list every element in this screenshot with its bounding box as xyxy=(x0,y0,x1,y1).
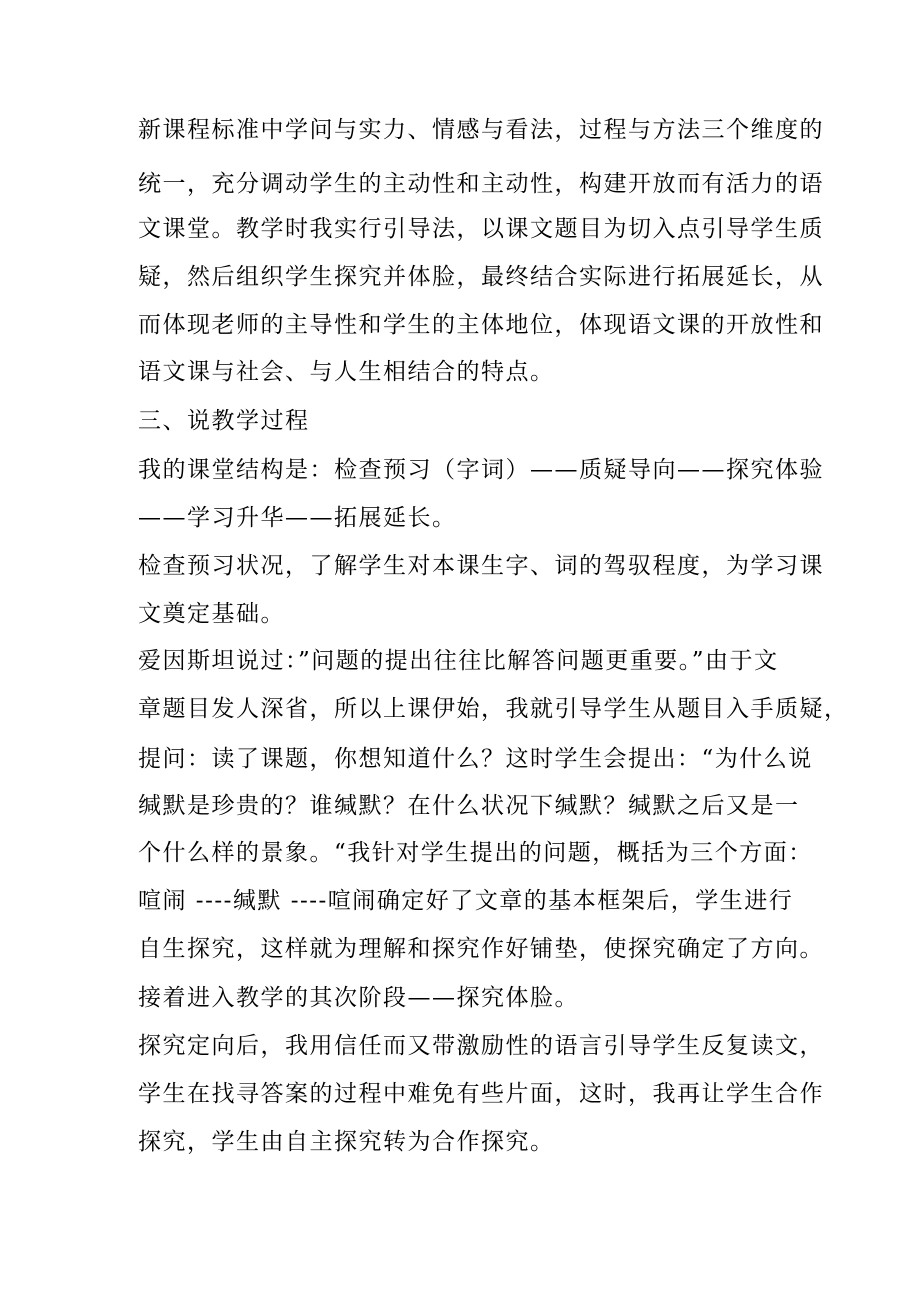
text-line: 学生在找寻答案的过程中难免有些片面，这时，我再让学生合作 xyxy=(138,1081,824,1107)
text-line: 文课堂。教学时我实行引导法，以课文题目为切入点引导学生质 xyxy=(138,216,824,242)
text-line: 文奠定基础。 xyxy=(138,601,285,627)
text-line: 喧闹 ----缄默 ----喧闹确定好了文章的基本框架后，学生进行 xyxy=(138,888,794,914)
text-line: 统一，充分调动学生的主动性和主动性，构建开放而有活力的语 xyxy=(138,171,824,197)
text-line: 探究，学生由自主探究转为合作探究。 xyxy=(138,1129,555,1155)
text-line: 而体现老师的主导性和学生的主体地位，体现语文课的开放性和 xyxy=(138,312,824,338)
text-line: 自生探究，这样就为理解和探究作好铺垫，使探究确定了方向。 xyxy=(138,936,824,962)
section-heading: 三、说教学过程 xyxy=(138,408,310,434)
text-line: 提问：读了课题，你想知道什么？这时学生会提出：“为什么说 xyxy=(138,746,813,772)
text-line: 缄默是珍贵的？谁缄默？在什么状况下缄默？缄默之后又是一 xyxy=(138,793,800,819)
text-line: 接着进入教学的其次阶段——探究体脸。 xyxy=(138,985,579,1011)
text-line: 爱因斯坦说过：”问题的提出往往比解答问题更重要。”由于文 xyxy=(138,648,779,674)
text-line: 我的课堂结构是：检查预习（字词）——质疑导向——探究体验 xyxy=(138,457,824,483)
text-line: 疑，然后组织学生探究并体脸，最终结合实际进行拓展延长，从 xyxy=(138,264,824,290)
text-line: 语文课与社会、与人生相结合的特点。 xyxy=(138,359,555,385)
text-line: ——学习升华——拓展延长。 xyxy=(138,505,457,531)
text-line: 新课程标准中学问与实力、情感与看法，过程与方法三个维度的 xyxy=(138,117,824,143)
text-line: 个什么样的景象。“我针对学生提出的问题，概括为三个方面： xyxy=(138,840,813,866)
text-line: 章题目发人深省，所以上课伊始，我就引导学生从题目入手质疑， xyxy=(138,696,849,722)
text-line: 检查预习状况，了解学生对本课生字、词的驾驭程度，为学习课 xyxy=(138,553,824,579)
text-line: 探究定向后，我用信任而又带激励性的语言引导学生反复读文， xyxy=(138,1033,824,1059)
